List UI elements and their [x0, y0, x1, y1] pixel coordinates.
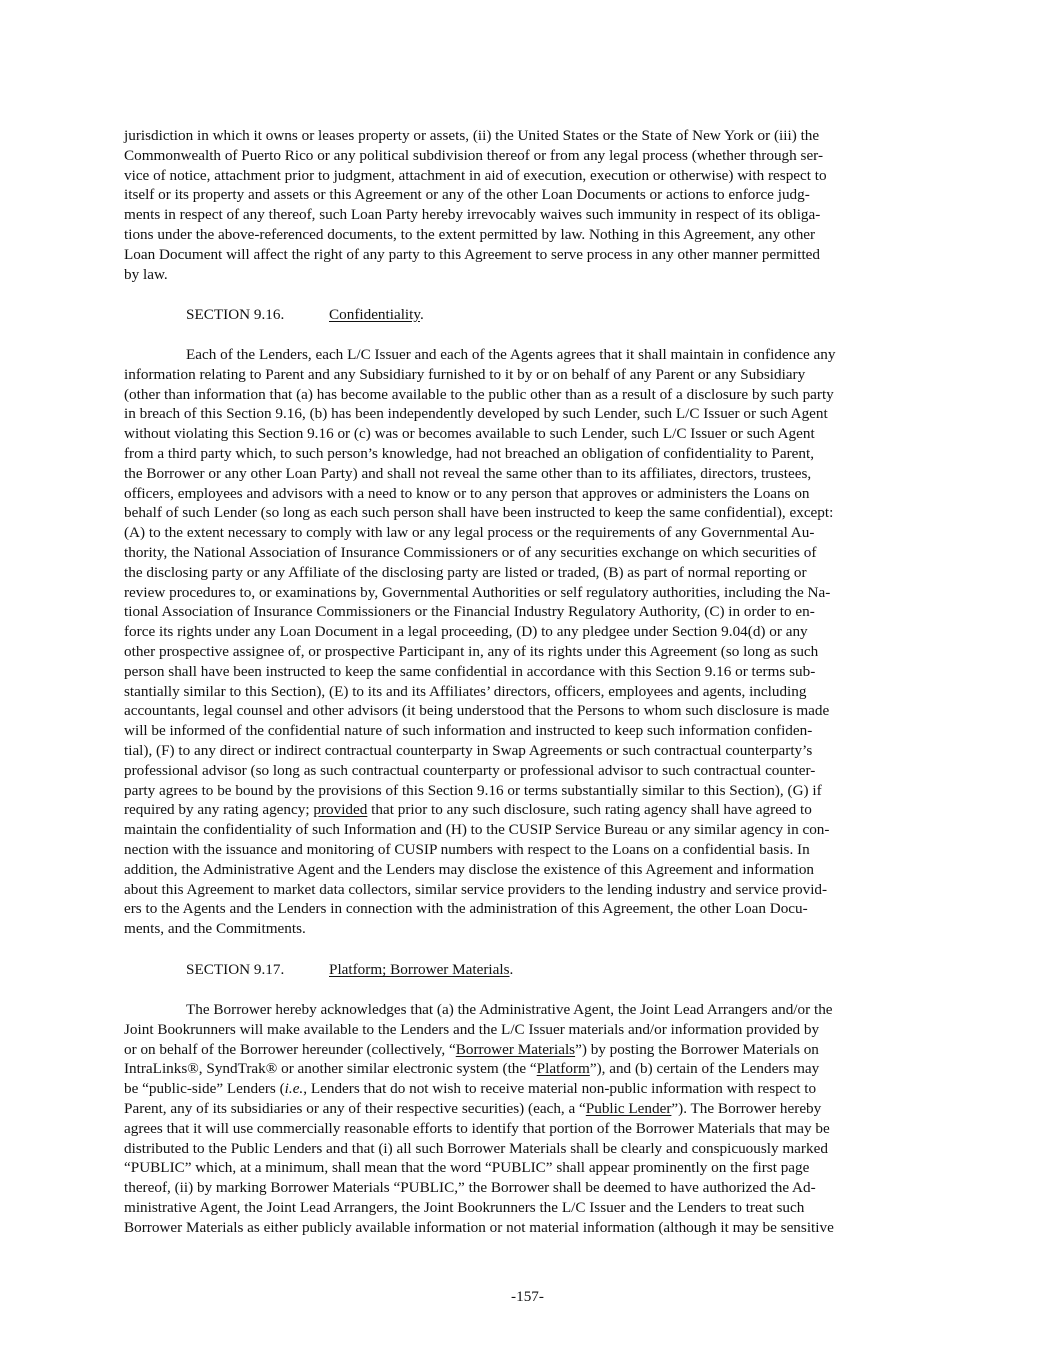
section-title: Platform; Borrower Materials [329, 961, 510, 978]
text-line: agrees that it will use commercially reasonable efforts to identify that portion of the Borrower Materials that may be [124, 1119, 830, 1137]
text-line: the disclosing party or any Affiliate of the disclosing party are listed or traded, (B) as part of normal reporting or [124, 563, 807, 581]
text-line: (A) to the extent necessary to comply with law or any legal process or the requirements of any Governmental Au- [124, 524, 815, 542]
text-line [124, 1040, 935, 1060]
defined-term-platform: Platform [536, 1060, 590, 1078]
text-run: or on behalf of the Borrower hereunder (collectively, “ [124, 1040, 456, 1058]
text-line: Commonwealth of Puerto Rico or any political subdivision thereof or from any legal process (whether through ser- [124, 146, 823, 164]
text-line [124, 1059, 935, 1079]
text-run: be “public-side” Lenders ( [124, 1080, 285, 1098]
text-line: will be informed of the confidential nature of such information and instructed to keep such information confiden- [124, 722, 813, 740]
section-heading-9-17 [186, 960, 513, 980]
text-line: vice of notice, attachment prior to judgment, attachment in aid of execution, execution or otherwise) with respect to [124, 166, 827, 184]
text-line: force its rights under any Loan Document in a legal proceeding, (D) to any pledgee under Section 9.04(d) or any [124, 623, 808, 641]
text-line: Borrower Materials as either publicly available information or not material information (although it may be sensitive [124, 1218, 834, 1236]
text-line [124, 800, 935, 820]
text-line: tial), (F) to any direct or indirect contractual counterparty in Swap Agreements or such contractual counterparty’s [124, 741, 813, 759]
section-title-period: . [509, 961, 514, 978]
text-line: stantially similar to this Section), (E) to its and its Affiliates’ directors, officers, employees and agents, including [124, 682, 807, 700]
text-line: in breach of this Section 9.16, (b) has been independently developed by such Lender, such L/C Issuer or such Agent [124, 405, 828, 423]
text-line: addition, the Administrative Agent and the Lenders may disclose the existence of this Agreement and information [124, 860, 815, 878]
paragraph-jurisdiction [124, 126, 935, 284]
text-line: nection with the issuance and monitoring of CUSIP numbers with respect to the Loans on a confidential basis. In [124, 840, 810, 858]
text-line: ministrative Agent, the Joint Lead Arrangers, the Joint Bookrunners the L/C Issuer and the Lenders to treat such [124, 1198, 805, 1216]
text-run: required by any rating agency; [124, 801, 314, 819]
text-line: ments in respect of any thereof, such Loan Party hereby irrevocably waives such immunity in respect of its obliga- [124, 206, 821, 224]
text-line: review procedures to, or examinations by, Governmental Authorities or self regulatory authorities, including the Na- [124, 583, 831, 601]
text-line: by law. [124, 265, 168, 283]
defined-term-public-lender: Public Lender [585, 1099, 672, 1117]
section-heading-9-16 [186, 305, 424, 325]
text-line: “PUBLIC” which, at a minimum, shall mean that the word “PUBLIC” shall appear prominently on the first page [124, 1159, 810, 1177]
defined-term-provided: provided [313, 801, 368, 819]
text-run: that prior to any such disclosure, such rating agency shall have agreed to [367, 801, 812, 819]
text-run: , Lenders that do not wish to receive material non-public information with respect to [303, 1080, 817, 1098]
section-title-period: . [419, 306, 424, 323]
text-line: from a third party which, to such person’s knowledge, had not breached an obligation of confidentiality to Parent, [124, 444, 815, 462]
text-run: ”) by posting the Borrower Materials on [575, 1040, 819, 1058]
text-line: other prospective assignee of, or prospective Participant in, any of its rights under this Agreement (so long as such [124, 642, 819, 660]
section-title: Confidentiality [329, 306, 420, 323]
paragraph-platform [124, 1000, 935, 1238]
text-run: ”). The Borrower hereby [671, 1099, 822, 1117]
text-line: ers to the Agents and the Lenders in connection with the administration of this Agreement, the other Loan Docu- [124, 900, 808, 918]
text-line: itself or its property and assets or this Agreement or any of the other Loan Documents or actions to enforce judg- [124, 186, 810, 204]
text-line: without violating this Section 9.16 or (c) was or becomes available to such Lender, such L/C Issuer or such Agent [124, 425, 815, 443]
text-run: IntraLinks®, SyndTrak® or another similar electronic system (the “ [124, 1060, 537, 1078]
text-line: professional advisor (so long as such contractual counterparty or professional advisor to such contractual counter- [124, 761, 816, 779]
text-line: the Borrower or any other Loan Party) and shall not reveal the same other than to its affiliates, directors, trustees, [124, 464, 812, 482]
text-line: information relating to Parent and any Subsidiary furnished to it by or on behalf of any Parent or any Subsidiary [124, 365, 806, 383]
page-number: -157- [511, 1288, 544, 1305]
paragraph-confidentiality [124, 345, 935, 939]
text-line: party agrees to be bound by the provisions of this Section 9.16 or terms substantially similar to this Section), (G) if [124, 781, 822, 799]
text-line: jurisdiction in which it owns or leases property or assets, (ii) the United States or the State of New York or (iii) the [124, 127, 820, 144]
text-run: Parent, any of its subsidiaries or any of their respective securities) (each, a “ [124, 1099, 586, 1117]
text-line: The Borrower hereby acknowledges that (a) the Administrative Agent, the Joint Lead Arrangers and/or the [186, 1001, 833, 1018]
text-line: thereof, (ii) by marking Borrower Materials “PUBLIC,” the Borrower shall be deemed to have authorized the Ad- [124, 1179, 816, 1197]
text-line: tions under the above-referenced documents, to the extent permitted by law. Nothing in this Agreement, any other [124, 225, 816, 243]
text-line: person shall have been instructed to keep the same confidential in accordance with this Section 9.16 or terms sub- [124, 662, 816, 680]
text-line [124, 1079, 935, 1099]
text-line: maintain the confidentiality of such Information and (H) to the CUSIP Service Bureau or any similar agency in con- [124, 821, 830, 839]
text-line: tional Association of Insurance Commissioners or the Financial Industry Regulatory Authority, (C) in order to en- [124, 603, 815, 621]
text-line: ments, and the Commitments. [124, 920, 306, 938]
text-line: (other than information that (a) has become available to the public other than as a result of a disclosure by such party [124, 385, 834, 403]
text-line: Loan Document will affect the right of any party to this Agreement to serve process in any other manner permitted [124, 245, 821, 263]
text-line: Each of the Lenders, each L/C Issuer and each of the Agents agrees that it shall maintain in confidence any [186, 346, 836, 363]
text-line [124, 1099, 935, 1119]
text-line: thority, the National Association of Insurance Commissioners or of any securities exchange on which securities of [124, 543, 817, 561]
text-line: behalf of such Lender (so long as each such person shall have been instructed to keep the same confidential), except: [124, 504, 834, 522]
text-line: distributed to the Public Lenders and that (i) all such Borrower Materials shall be clearly and conspicuously marked [124, 1139, 828, 1157]
italic-ie: i.e. [284, 1080, 304, 1098]
text-line: officers, employees and advisors with a need to know or to any person that approves or administers the Loans on [124, 484, 810, 502]
text-line: accountants, legal counsel and other advisors (it being understood that the Persons to whom such disclosure is made [124, 702, 830, 720]
text-run: ”), and (b) certain of the Lenders may [589, 1060, 820, 1078]
defined-term-borrower-materials: Borrower Materials [455, 1040, 576, 1058]
section-number: SECTION 9.17. [186, 961, 285, 978]
text-line: about this Agreement to market data collectors, similar service providers to the lending industry and service provid- [124, 880, 828, 898]
section-number: SECTION 9.16. [186, 306, 285, 323]
text-line: Joint Bookrunners will make available to the Lenders and the L/C Issuer materials and/or information provided by [124, 1020, 820, 1038]
